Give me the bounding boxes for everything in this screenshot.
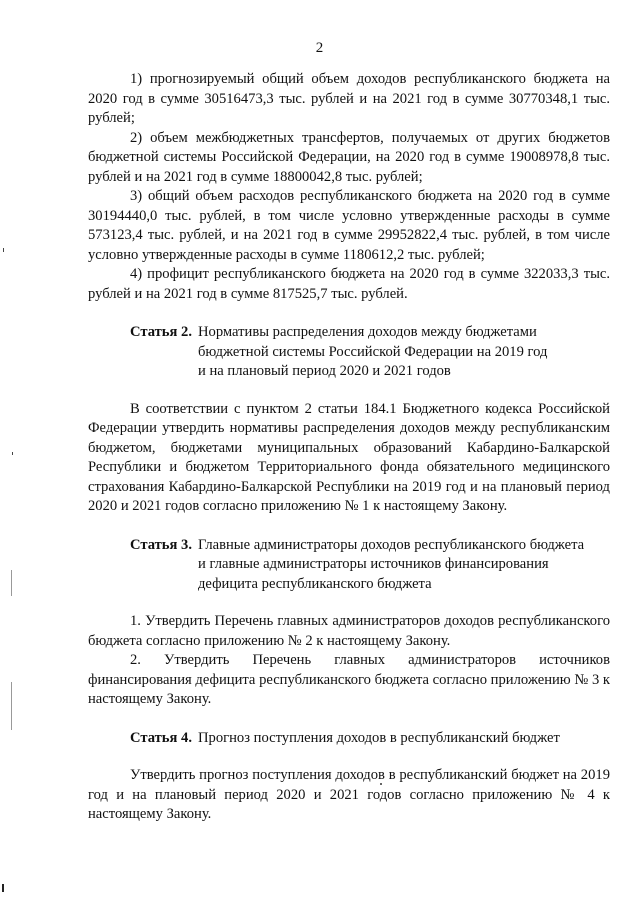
- budget-item-2: 2) объем межбюджетных трансфертов, получаемых от других бюджетов бюджетной системы Российской Федерации, на 2020 год в сумме 19008978,8 тыс. рублей и на 2021 год в сумме 18800042,8 тыс. рублей;: [88, 129, 610, 185]
- article-2-title-line-1: Нормативы распределения доходов между бюджетами: [198, 324, 537, 340]
- article-2-heading: [130, 323, 610, 382]
- article-3-paragraph-1: 1. Утвердить Перечень главных администраторов доходов республиканского бюджета согласно приложению № 2 к настоящему Закону.: [88, 613, 610, 649]
- article-4-label: Статья 4.: [130, 729, 192, 746]
- scan-artifact-mark: [3, 248, 4, 252]
- page-number: 2: [315, 40, 324, 56]
- article-4-paragraph-1: Утвердить прогноз поступления доходов в республиканский бюджет на 2019 год и на плановый период 2020 и 2021 годов согласно приложению № 4 к настоящему Закону.: [88, 767, 610, 822]
- budget-items: [88, 70, 610, 304]
- budget-item-4: 4) профицит республиканского бюджета на 2020 год в сумме 322033,3 тыс. рублей и на 2021 год в сумме 817525,7 тыс. рублей.: [88, 266, 610, 302]
- article-2-title: [198, 323, 547, 382]
- article-3-title-line-1: Главные администраторы доходов республиканского бюджета: [198, 536, 585, 553]
- article-3-paragraph-2: 2. Утвердить Перечень главных администраторов источников финансирования дефицита республиканского бюджета согласно приложению № 3 к настоящему Закону.: [88, 652, 610, 707]
- scan-artifact-mark: [11, 570, 12, 596]
- article-4-heading: [130, 729, 610, 749]
- scan-artifact-mark: [12, 452, 13, 455]
- article-3-heading: [130, 536, 610, 595]
- document-body: [88, 70, 610, 825]
- article-4-title-line-1: Прогноз поступления доходов в республиканский бюджет: [198, 729, 560, 746]
- article-3-title: [198, 536, 584, 595]
- scan-artifact-mark: [2, 884, 4, 892]
- article-3-title-line-3: дефицита республиканского бюджета: [198, 575, 432, 592]
- scan-artifact-mark: [11, 682, 12, 730]
- article-2-title-line-3: и на плановый период 2020 и 2021 годов: [198, 363, 451, 379]
- article-3-title-line-2: и главные администраторы источников финансирования: [198, 556, 549, 572]
- budget-item-1: 1) прогнозируемый общий объем доходов республиканского бюджета на 2020 год в сумме 30516473,3 тыс. рублей и на 2021 год в сумме 30770348,1 тыс. рублей;: [88, 71, 610, 126]
- article-3-label: Статья 3.: [130, 536, 192, 553]
- scan-artifact-mark: [380, 783, 382, 785]
- budget-item-3: 3) общий объем расходов республиканского бюджета на 2020 год в сумме 30194440,0 тыс. рублей, в том числе условно утвержденные расходы в сумме 573123,4 тыс. рублей, и на 2021 год в сумме 29952822,4 тыс. рублей, в том числе условно утвержденные расходы в сумме 1180612,2 тыс. рублей;: [88, 188, 610, 263]
- article-2-paragraph-1: В соответствии с пунктом 2 статьи 184.1 Бюджетного кодекса Российской Федерации утвердить нормативы распределения доходов между республиканским бюджетом, бюджетами муниципальных образований Кабардино-Балкарской Республики и бюджетом Территориального фонда обязательного медицинского страхования Кабардино-Балкарской Республики на 2019 год и на плановый период 2020 и 2021 годов согласно приложению № 1 к настоящему Закону.: [88, 400, 610, 514]
- article-2-label: Статья 2.: [130, 324, 192, 340]
- article-4-title: [198, 729, 560, 749]
- article-2-title-line-2: бюджетной системы Российской Федерации на 2019 год: [198, 343, 548, 360]
